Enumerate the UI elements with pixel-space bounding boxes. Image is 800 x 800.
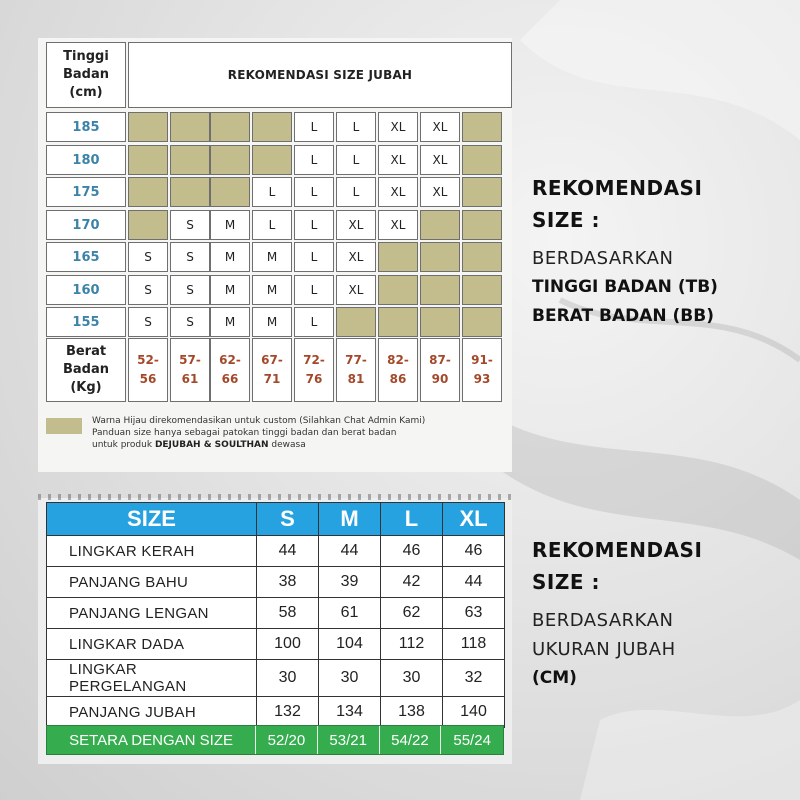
custom-size-cell	[252, 145, 292, 175]
size-cell: L	[336, 145, 376, 175]
measurement-value: 134	[319, 697, 381, 728]
size-cell: L	[336, 177, 376, 207]
measurement-label: LINGKAR DADA	[47, 629, 257, 660]
weight-range-part: 93	[473, 372, 491, 386]
size-cell: M	[210, 307, 250, 337]
size-cell: XL	[378, 145, 418, 175]
custom-size-cell	[462, 177, 502, 207]
custom-size-cell	[378, 307, 418, 337]
size-cell: XL	[336, 275, 376, 305]
height-header-line: Badan	[62, 67, 109, 82]
height-value: 160	[46, 275, 126, 305]
equivalent-size-row	[46, 725, 504, 755]
table-row	[47, 567, 505, 598]
measurement-value: 30	[381, 660, 443, 697]
weight-range-cell	[210, 338, 250, 402]
measurement-label: PANJANG BAHU	[47, 567, 257, 598]
measurement-value: 61	[319, 598, 381, 629]
weight-range-part: 57-	[179, 353, 201, 367]
weight-range-part: 72-	[303, 353, 325, 367]
custom-size-cell	[420, 275, 460, 305]
section-divider	[38, 494, 512, 500]
legend-green-swatch	[46, 418, 82, 434]
weight-range-part: 66	[221, 372, 239, 386]
side-text: BERDASARKAN	[532, 248, 674, 269]
legend-line	[92, 439, 425, 451]
weight-range-part: 82-	[387, 353, 409, 367]
size-recommendation-chart	[38, 38, 512, 472]
weight-range-part: 62-	[219, 353, 241, 367]
custom-size-cell	[210, 112, 250, 142]
height-value: 165	[46, 242, 126, 272]
weight-range-part: 76	[305, 372, 323, 386]
size-cell: M	[210, 242, 250, 272]
size-cell: XL	[336, 242, 376, 272]
custom-size-cell	[128, 145, 168, 175]
size-cell: M	[252, 242, 292, 272]
side-text: BERDASARKAN	[532, 610, 674, 631]
size-cell: M	[210, 210, 250, 240]
side-caption-height-weight	[532, 172, 782, 331]
measurement-value: 46	[443, 536, 505, 567]
height-value: 170	[46, 210, 126, 240]
custom-size-cell	[420, 210, 460, 240]
measurement-value: 118	[443, 629, 505, 660]
height-value: 155	[46, 307, 126, 337]
measurement-value: 112	[381, 629, 443, 660]
header-cell: M	[319, 503, 381, 536]
weight-range-part: 52-	[137, 353, 159, 367]
weight-range-part: 90	[431, 372, 449, 386]
custom-size-cell	[128, 112, 168, 142]
equivalent-label: SETARA DENGAN SIZE	[47, 726, 256, 754]
measurement-value: 44	[257, 536, 319, 567]
size-cell: L	[294, 307, 334, 337]
weight-range-part: 56	[139, 372, 157, 386]
weight-range-part: 61	[181, 372, 199, 386]
height-value: 175	[46, 177, 126, 207]
equivalent-value: 55/24	[453, 731, 491, 749]
weight-range-cell	[378, 338, 418, 402]
measurement-value: 38	[257, 567, 319, 598]
table-row	[47, 598, 505, 629]
custom-size-cell	[170, 177, 210, 207]
size-cell: XL	[378, 177, 418, 207]
size-cell: M	[252, 307, 292, 337]
size-cell: M	[210, 275, 250, 305]
weight-range-cell	[252, 338, 292, 402]
side-heading: SIZE :	[532, 570, 600, 594]
height-column-header	[46, 42, 126, 108]
measurement-value: 44	[443, 567, 505, 598]
side-heading: REKOMENDASI	[532, 538, 703, 562]
custom-size-cell	[378, 242, 418, 272]
measurement-value: 46	[381, 536, 443, 567]
measurement-value: 32	[443, 660, 505, 697]
equivalent-value: 53/21	[318, 726, 380, 754]
table-row	[47, 629, 505, 660]
legend-line: Warna Hijau direkomendasikan untuk custom (Silahkan Chat Admin Kami)	[92, 416, 426, 426]
weight-range-cell	[170, 338, 210, 402]
weight-header-line: Badan	[62, 362, 109, 377]
size-cell: L	[294, 210, 334, 240]
custom-size-cell	[170, 145, 210, 175]
custom-size-cell	[462, 210, 502, 240]
measurement-value: 138	[381, 697, 443, 728]
size-cell: L	[294, 275, 334, 305]
custom-size-cell	[170, 112, 210, 142]
measurement-label: LINGKAR KERAH	[47, 536, 257, 567]
custom-size-cell	[252, 112, 292, 142]
weight-range-part: 87-	[429, 353, 451, 367]
custom-size-cell	[462, 145, 502, 175]
weight-range-part: 86	[389, 372, 407, 386]
size-cell: S	[128, 275, 168, 305]
measurement-value: 104	[319, 629, 381, 660]
custom-size-cell	[210, 145, 250, 175]
header-cell: S	[257, 503, 319, 536]
table-row	[47, 536, 505, 567]
measurement-value: 30	[319, 660, 381, 697]
size-cell: L	[336, 112, 376, 142]
side-text: UKURAN JUBAH	[532, 639, 676, 660]
weight-range-cell	[128, 338, 168, 402]
measurement-value: 100	[257, 629, 319, 660]
size-cell: S	[170, 307, 210, 337]
size-cell: XL	[420, 145, 460, 175]
chart-title: REKOMENDASI SIZE JUBAH	[128, 42, 512, 108]
custom-size-cell	[210, 177, 250, 207]
measurement-value: 30	[257, 660, 319, 697]
measurement-label: PANJANG LENGAN	[47, 598, 257, 629]
height-value: 180	[46, 145, 126, 175]
weight-header-line: Berat	[65, 344, 107, 359]
equivalent-value: 54/22	[380, 726, 442, 754]
legend-line: Panduan size hanya sebagai patokan tinggi badan dan berat badan	[92, 428, 397, 438]
header-cell: SIZE	[47, 503, 257, 536]
size-cell: L	[294, 145, 334, 175]
size-cell: S	[128, 242, 168, 272]
measurement-value: 39	[319, 567, 381, 598]
weight-range-part: 81	[347, 372, 365, 386]
table-header-row	[47, 503, 505, 536]
custom-size-cell	[462, 275, 502, 305]
size-cell: S	[170, 275, 210, 305]
weight-range-part: 67-	[261, 353, 283, 367]
side-heading: SIZE :	[532, 208, 600, 232]
weight-range-part: 91-	[471, 353, 493, 367]
custom-size-cell	[420, 307, 460, 337]
weight-row-header	[46, 338, 126, 402]
custom-size-cell	[462, 242, 502, 272]
size-cell: XL	[378, 112, 418, 142]
measurement-value: 62	[381, 598, 443, 629]
height-header-line: (cm)	[69, 85, 103, 100]
jubah-measurement-section	[38, 498, 512, 764]
weight-header-line: (Kg)	[70, 380, 102, 395]
size-cell: L	[294, 112, 334, 142]
height-header-line: Tinggi	[63, 49, 109, 64]
custom-size-cell	[128, 210, 168, 240]
table-row	[47, 697, 505, 728]
custom-size-cell	[336, 307, 376, 337]
jubah-measurement-table	[46, 502, 505, 728]
weight-range-cell	[336, 338, 376, 402]
custom-size-cell	[420, 242, 460, 272]
size-cell: XL	[420, 112, 460, 142]
size-cell: L	[252, 210, 292, 240]
side-heading: REKOMENDASI	[532, 176, 703, 200]
measurement-value: 42	[381, 567, 443, 598]
size-cell: L	[252, 177, 292, 207]
measurement-value: 44	[319, 536, 381, 567]
size-cell: XL	[420, 177, 460, 207]
height-value: 185	[46, 112, 126, 142]
measurement-value: 140	[443, 697, 505, 728]
measurement-value: 63	[443, 598, 505, 629]
header-cell: XL	[443, 503, 505, 536]
weight-range-part: 77-	[345, 353, 367, 367]
measurement-value: 132	[257, 697, 319, 728]
size-cell: M	[252, 275, 292, 305]
legend-text	[92, 415, 425, 451]
measurement-value: 58	[257, 598, 319, 629]
measurement-label: PANJANG JUBAH	[47, 697, 257, 728]
size-cell: L	[294, 242, 334, 272]
size-cell: S	[170, 242, 210, 272]
size-cell: XL	[336, 210, 376, 240]
side-text-bold: (CM)	[532, 668, 577, 688]
table-row	[47, 660, 505, 697]
side-caption-measurement	[532, 534, 782, 693]
legend-text-part: dewasa	[268, 440, 306, 450]
weight-range-part: 71	[263, 372, 281, 386]
size-cell: L	[294, 177, 334, 207]
legend-brand-name: DEJUBAH & SOULTHAN	[154, 440, 269, 450]
legend-text-part: untuk produk	[92, 440, 155, 450]
custom-size-cell	[378, 275, 418, 305]
custom-size-cell	[462, 307, 502, 337]
weight-range-cell	[420, 338, 460, 402]
weight-range-cell	[462, 338, 502, 402]
equivalent-value: 52/20	[256, 726, 318, 754]
measurement-label: LINGKAR PERGELANGAN	[47, 660, 257, 697]
side-text-bold: BERAT BADAN (BB)	[532, 306, 714, 326]
size-cell: XL	[378, 210, 418, 240]
side-text-bold: TINGGI BADAN (TB)	[532, 277, 718, 297]
size-cell: S	[170, 210, 210, 240]
weight-range-cell	[294, 338, 334, 402]
header-cell: L	[381, 503, 443, 536]
custom-size-cell	[128, 177, 168, 207]
custom-size-cell	[462, 112, 502, 142]
size-cell: S	[128, 307, 168, 337]
